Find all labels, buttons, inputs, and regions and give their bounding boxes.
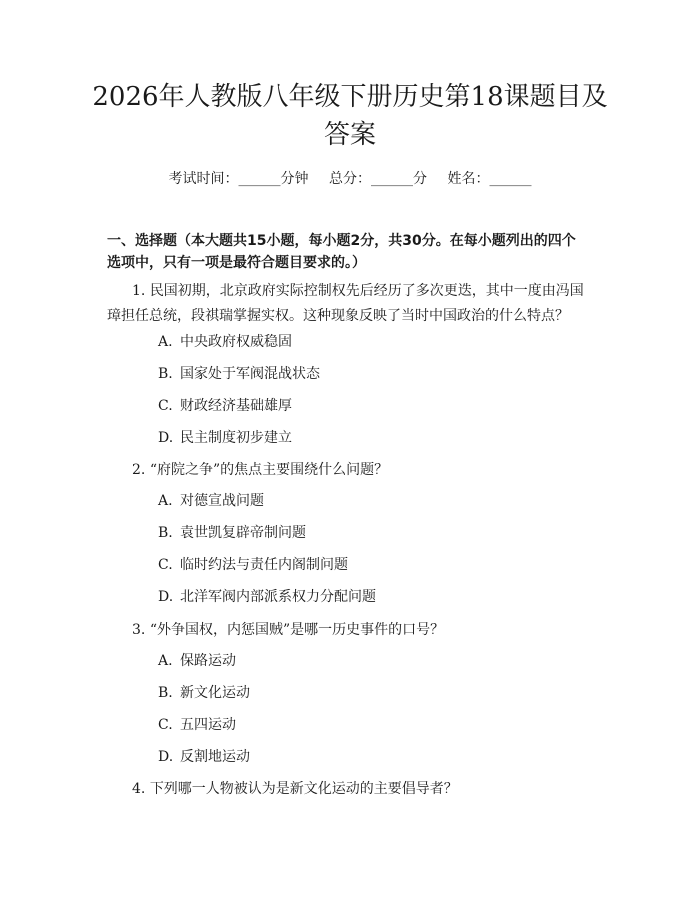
question-text: 民国初期，北京政府实际控制权先后经历了多次更迭，其中一度由冯国璋担任总统，段祺瑞掌握实权。这种现象反映了当时中国政治的什么特点？ bbox=[107, 283, 584, 324]
question-number: 2. bbox=[132, 462, 146, 478]
option-1c bbox=[158, 396, 292, 416]
option-3d bbox=[158, 747, 250, 767]
option-text: 反割地运动 bbox=[180, 749, 250, 765]
option-3a bbox=[158, 651, 236, 671]
option-3c bbox=[158, 715, 236, 735]
page-title: 2026年人教版八年级下册历史第18课题目及答案 bbox=[92, 82, 608, 150]
question-number: 4. bbox=[132, 781, 146, 797]
option-letter: A. bbox=[158, 653, 173, 669]
option-1b bbox=[158, 364, 320, 384]
option-letter: D. bbox=[158, 749, 174, 765]
option-letter: C. bbox=[158, 398, 173, 414]
option-2c bbox=[158, 555, 348, 575]
option-text: 国家处于军阀混战状态 bbox=[180, 366, 320, 382]
option-text: 中央政府权威稳固 bbox=[180, 334, 292, 350]
question-text: “外争国权，内惩国贼”是哪一历史事件的口号？ bbox=[149, 622, 445, 638]
option-2d bbox=[158, 587, 376, 607]
total-score: 总分：______分 bbox=[329, 171, 427, 187]
exam-time: 考试时间：______分钟 bbox=[168, 171, 309, 187]
option-text: 对德宣战问题 bbox=[180, 493, 264, 509]
option-3b bbox=[158, 683, 250, 703]
option-2a bbox=[158, 491, 264, 511]
option-text: 新文化运动 bbox=[180, 685, 250, 701]
section-heading: 一、选择题（本大题共15小题，每小题2分，共30分。在每小题列出的四个选项中，只有一项是最符合题目要求的。） bbox=[107, 233, 576, 271]
question-2 bbox=[107, 458, 593, 483]
question-1 bbox=[107, 279, 593, 329]
option-letter: C. bbox=[158, 557, 173, 573]
question-number: 1. bbox=[132, 283, 146, 299]
option-text: 民主制度初步建立 bbox=[180, 430, 292, 446]
option-text: 临时约法与责任内阁制问题 bbox=[180, 557, 348, 573]
student-name: 姓名：______ bbox=[447, 171, 532, 187]
option-text: 五四运动 bbox=[180, 717, 236, 733]
option-letter: A. bbox=[158, 334, 173, 350]
question-number: 3. bbox=[132, 622, 146, 638]
option-2b bbox=[158, 523, 306, 543]
option-text: 北洋军阀内部派系权力分配问题 bbox=[180, 589, 376, 605]
option-1a bbox=[158, 332, 292, 352]
option-letter: D. bbox=[158, 589, 174, 605]
option-1d bbox=[158, 428, 292, 448]
question-text: 下列哪一人物被认为是新文化运动的主要倡导者？ bbox=[149, 781, 458, 797]
option-letter: A. bbox=[158, 493, 173, 509]
option-text: 袁世凯复辟帝制问题 bbox=[180, 525, 306, 541]
option-letter: C. bbox=[158, 717, 173, 733]
option-letter: B. bbox=[158, 525, 173, 541]
option-letter: B. bbox=[158, 366, 173, 382]
question-4 bbox=[107, 777, 593, 802]
question-text: “府院之争”的焦点主要围绕什么问题？ bbox=[149, 462, 389, 478]
option-text: 财政经济基础雄厚 bbox=[180, 398, 292, 414]
exam-meta bbox=[0, 168, 700, 188]
question-3 bbox=[107, 618, 593, 643]
option-text: 保路运动 bbox=[180, 653, 236, 669]
option-letter: B. bbox=[158, 685, 173, 701]
option-letter: D. bbox=[158, 430, 174, 446]
